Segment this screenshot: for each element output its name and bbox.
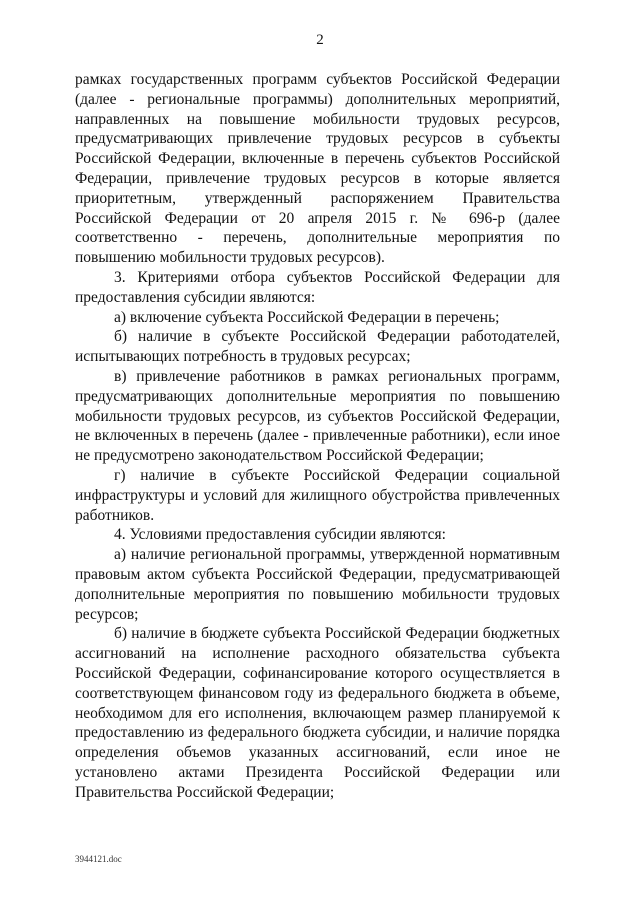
paragraph-item-3g: г) наличие в субъекте Российской Федерации социальной инфраструктуры и условий для жилищного обустройства привлеченных работников. (75, 466, 560, 524)
paragraph-item-3: 3. Критериями отбора субъектов Российской Федерации для предоставления субсидии являются: (75, 268, 560, 306)
document-body (75, 70, 560, 802)
paragraph-item-4a: а) наличие региональной программы, утвержденной нормативным правовым актом субъекта Российской Федерации, предусматривающей дополнительные мероприятия по повышению мобильности трудовых ресурсов; (75, 546, 560, 623)
paragraph-item-3v: в) привлечение работников в рамках региональных программ, предусматривающих дополнительные мероприятия по повышению мобильности трудовых ресурсов, из субъектов Российской Федерации, не включенных в перечень (далее - привлеченные работники), если иное не предусмотрено законодательством Российской Федерации; (75, 367, 560, 465)
paragraph-item-4: 4. Условиями предоставления субсидии являются: (114, 526, 446, 544)
paragraph-item-3b: б) наличие в субъекте Российской Федерации работодателей, испытывающих потребность в трудовых ресурсах; (75, 328, 560, 366)
page-number: 2 (316, 32, 324, 48)
paragraph-item-3a: а) включение субъекта Российской Федерации в перечень; (114, 308, 500, 326)
footer-document-id: 3944121.doc (75, 854, 122, 864)
paragraph-continuation: рамках государственных программ субъектов Российской Федерации (далее - региональные программы) дополнительных мероприятий, направленных на повышение мобильности трудовых ресурсов, предусматривающих привлечение трудовых ресурсов в субъекты Российской Федерации, включенные в перечень субъектов Российской Федерации, привлечение трудовых ресурсов в которые является приоритетным, утвержденный распоряжением Правительства Российской Федерации от 20 апреля 2015 г. № 696-р (далее соответственно - перечень, дополнительные мероприятия по повышению мобильности трудовых ресурсов). (75, 71, 560, 267)
paragraph-item-4b: б) наличие в бюджете субъекта Российской Федерации бюджетных ассигнований на исполнение расходного обязательства субъекта Российской Федерации, софинансирование которого осуществляется в соответствующем финансовом году из федерального бюджета в объеме, необходимом для его исполнения, включающем размер планируемой к предоставлению из федерального бюджета субсидии, и наличие порядка определения объемов указанных ассигнований, если иное не установлено актами Президента Российской Федерации или Правительства Российской Федерации; (75, 625, 560, 801)
